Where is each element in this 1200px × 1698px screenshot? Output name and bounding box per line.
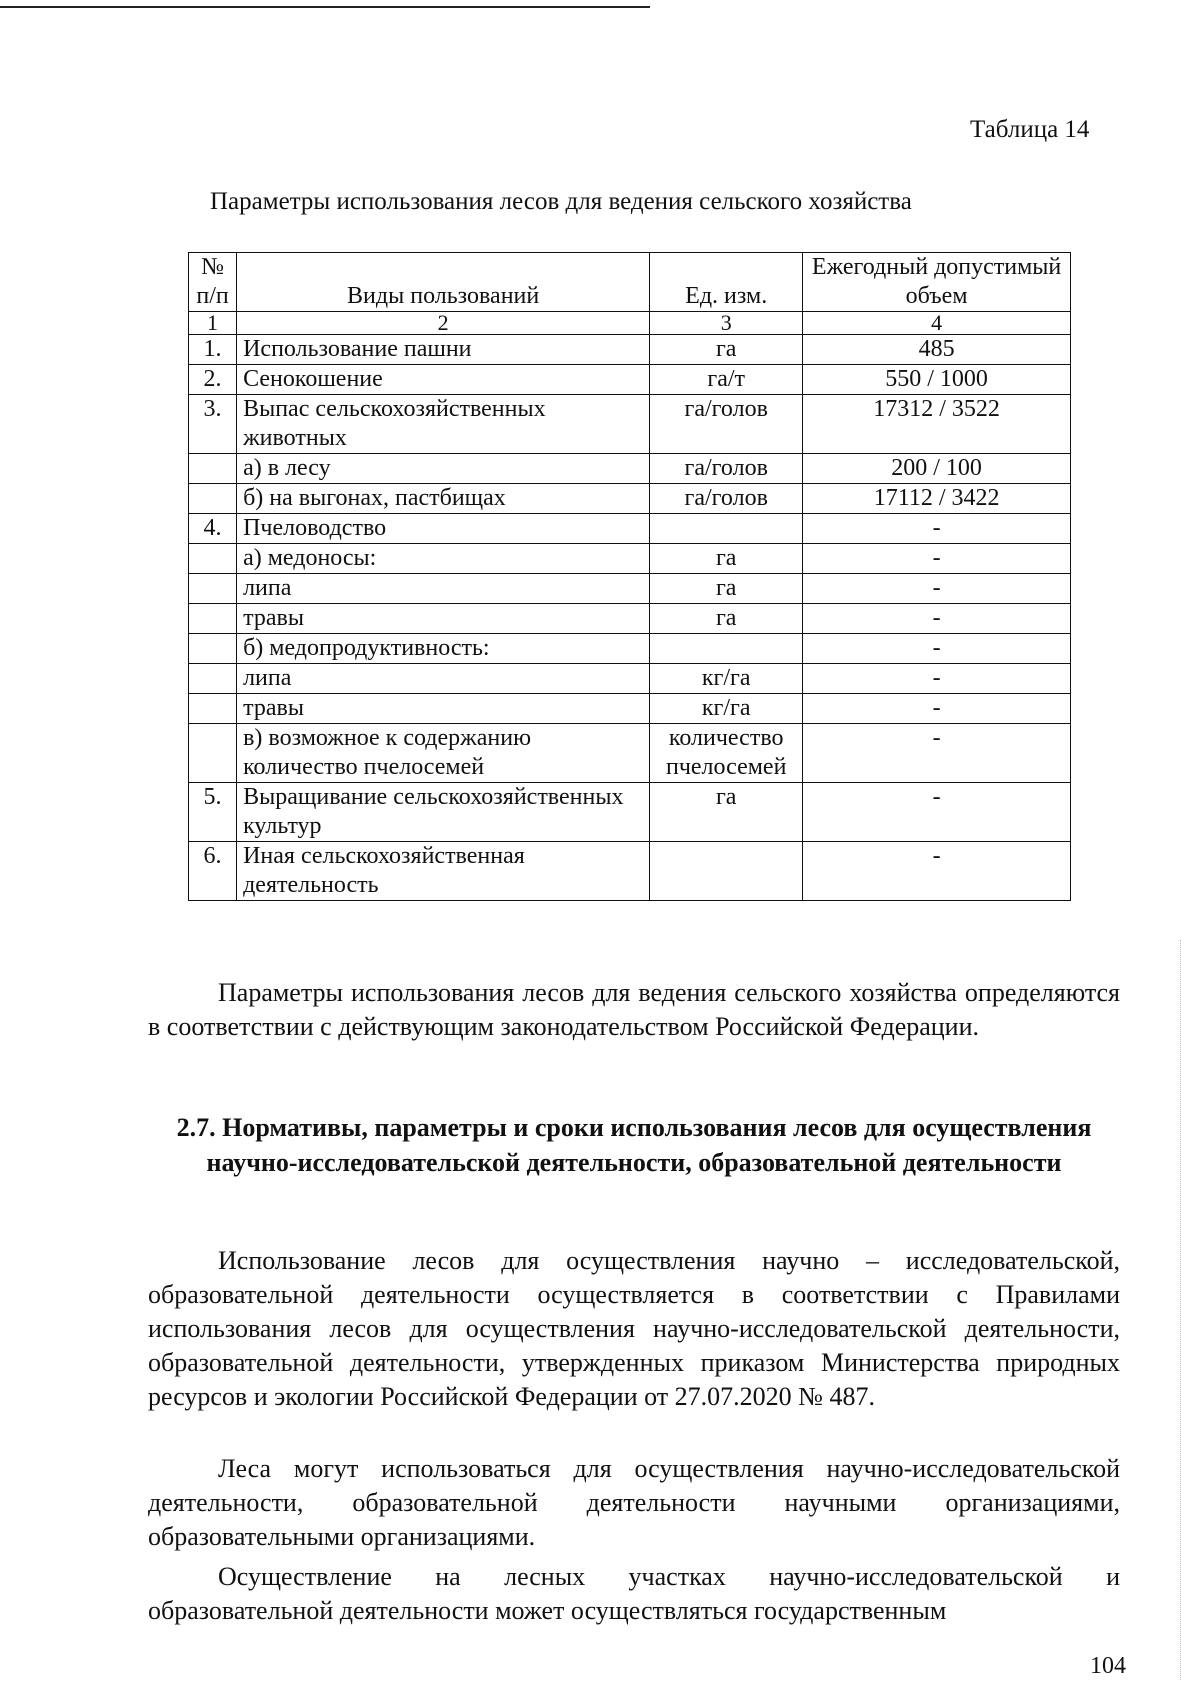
table-row [189, 484, 1071, 514]
table-row [189, 842, 1071, 901]
table-number: Таблица 14 [970, 116, 1090, 143]
usage-type: травы [237, 604, 650, 634]
annual-volume: - [803, 514, 1071, 544]
annual-volume: - [803, 842, 1071, 901]
table-row [189, 664, 1071, 694]
table-row [189, 395, 1071, 454]
unit [650, 514, 803, 544]
usage-type: Пчеловодство [237, 514, 650, 544]
unit: га [650, 783, 803, 842]
paragraph-after-table: Параметры использования лесов для ведения сельского хозяйства определяются в соответствии с действующим законодательством Российской Федерации. [148, 978, 1120, 1041]
column-index: 1 [189, 312, 237, 335]
usage-type: а) медоносы: [237, 544, 650, 574]
column-header-number: № п/п [189, 253, 237, 312]
column-header-annual-volume: Ежегодный допустимый объем [803, 253, 1071, 312]
annual-volume: - [803, 724, 1071, 783]
unit: га/голов [650, 454, 803, 484]
row-number: 5. [189, 783, 237, 842]
unit: га [650, 335, 803, 365]
row-number [189, 694, 237, 724]
row-number [189, 724, 237, 783]
table-title: Параметры использования лесов для ведения сельского хозяйства [210, 188, 912, 215]
usage-type: Выпас сельскохозяйственных животных [237, 395, 650, 454]
row-number [189, 604, 237, 634]
usage-type: Сенокошение [237, 365, 650, 395]
usage-type: б) на выгонах, пастбищах [237, 484, 650, 514]
row-number: 1. [189, 335, 237, 365]
page-number: 104 [1090, 1653, 1126, 1679]
annual-volume: - [803, 664, 1071, 694]
annual-volume: 17112 / 3422 [803, 484, 1071, 514]
table-row [189, 544, 1071, 574]
usage-type: липа [237, 664, 650, 694]
row-number: 6. [189, 842, 237, 901]
table-header-row [189, 253, 1071, 312]
usage-type: б) медопродуктивность: [237, 634, 650, 664]
annual-volume: - [803, 694, 1071, 724]
annual-volume: - [803, 574, 1071, 604]
row-number: 4. [189, 514, 237, 544]
unit: количество пчелосемей [650, 724, 803, 783]
unit: кг/га [650, 694, 803, 724]
table-row [189, 634, 1071, 664]
unit [650, 842, 803, 901]
unit: кг/га [650, 664, 803, 694]
annual-volume: - [803, 783, 1071, 842]
annual-volume: - [803, 604, 1071, 634]
row-number: 2. [189, 365, 237, 395]
table-row [189, 694, 1071, 724]
scan-edge-marks [1180, 940, 1181, 1680]
usage-type: Использование пашни [237, 335, 650, 365]
annual-volume: 200 / 100 [803, 454, 1071, 484]
unit: га [650, 604, 803, 634]
usage-type: липа [237, 574, 650, 604]
annual-volume: 550 / 1000 [803, 365, 1071, 395]
usage-type: Выращивание сельскохозяйственных культур [237, 783, 650, 842]
scan-top-line [0, 6, 650, 8]
body-paragraph: Леса могут использоваться для осуществления научно-исследовательской деятельности, образовательной деятельности научными организациями, образовательными организациями. [148, 1454, 1120, 1551]
unit: га/голов [650, 484, 803, 514]
table-row [189, 454, 1071, 484]
unit [650, 634, 803, 664]
row-number: 3. [189, 395, 237, 454]
parameters-table [188, 252, 1071, 901]
column-index-row [189, 312, 1071, 335]
row-number [189, 664, 237, 694]
column-header-unit: Ед. изм. [650, 253, 803, 312]
table-row [189, 514, 1071, 544]
body-paragraph: Осуществление на лесных участках научно-исследовательской и образовательной деятельности может осуществляться государственным [148, 1562, 1120, 1625]
unit: га [650, 544, 803, 574]
column-index: 3 [650, 312, 803, 335]
row-number [189, 484, 237, 514]
usage-type: в) возможное к содержанию количество пчелосемей [237, 724, 650, 783]
table-row [189, 574, 1071, 604]
row-number [189, 544, 237, 574]
annual-volume: 485 [803, 335, 1071, 365]
section-heading: 2.7. Нормативы, параметры и сроки использования лесов для осуществления научно-исследовательской деятельности, образовательной деятельности [176, 1113, 1092, 1177]
column-index: 4 [803, 312, 1071, 335]
unit: га/т [650, 365, 803, 395]
column-index: 2 [237, 312, 650, 335]
unit: га/голов [650, 395, 803, 454]
table-row [189, 335, 1071, 365]
row-number [189, 634, 237, 664]
table-row [189, 783, 1071, 842]
annual-volume: 17312 / 3522 [803, 395, 1071, 454]
row-number [189, 574, 237, 604]
row-number [189, 454, 237, 484]
usage-type: Иная сельскохозяйственная деятельность [237, 842, 650, 901]
table-row [189, 604, 1071, 634]
annual-volume: - [803, 544, 1071, 574]
unit: га [650, 574, 803, 604]
annual-volume: - [803, 634, 1071, 664]
body-paragraph: Использование лесов для осуществления научно – исследовательской, образовательной деятельности осуществляется в соответствии с Правилами использования лесов для осуществления научно-исследовательской деятельности, образовательной деятельности, утвержденных приказом Министерства природных ресурсов и экологии Российской Федерации от 27.07.2020 № 487. [148, 1246, 1120, 1411]
table-row [189, 724, 1071, 783]
usage-type: травы [237, 694, 650, 724]
table-row [189, 365, 1071, 395]
column-header-usage-type: Виды пользований [237, 253, 650, 312]
usage-type: а) в лесу [237, 454, 650, 484]
